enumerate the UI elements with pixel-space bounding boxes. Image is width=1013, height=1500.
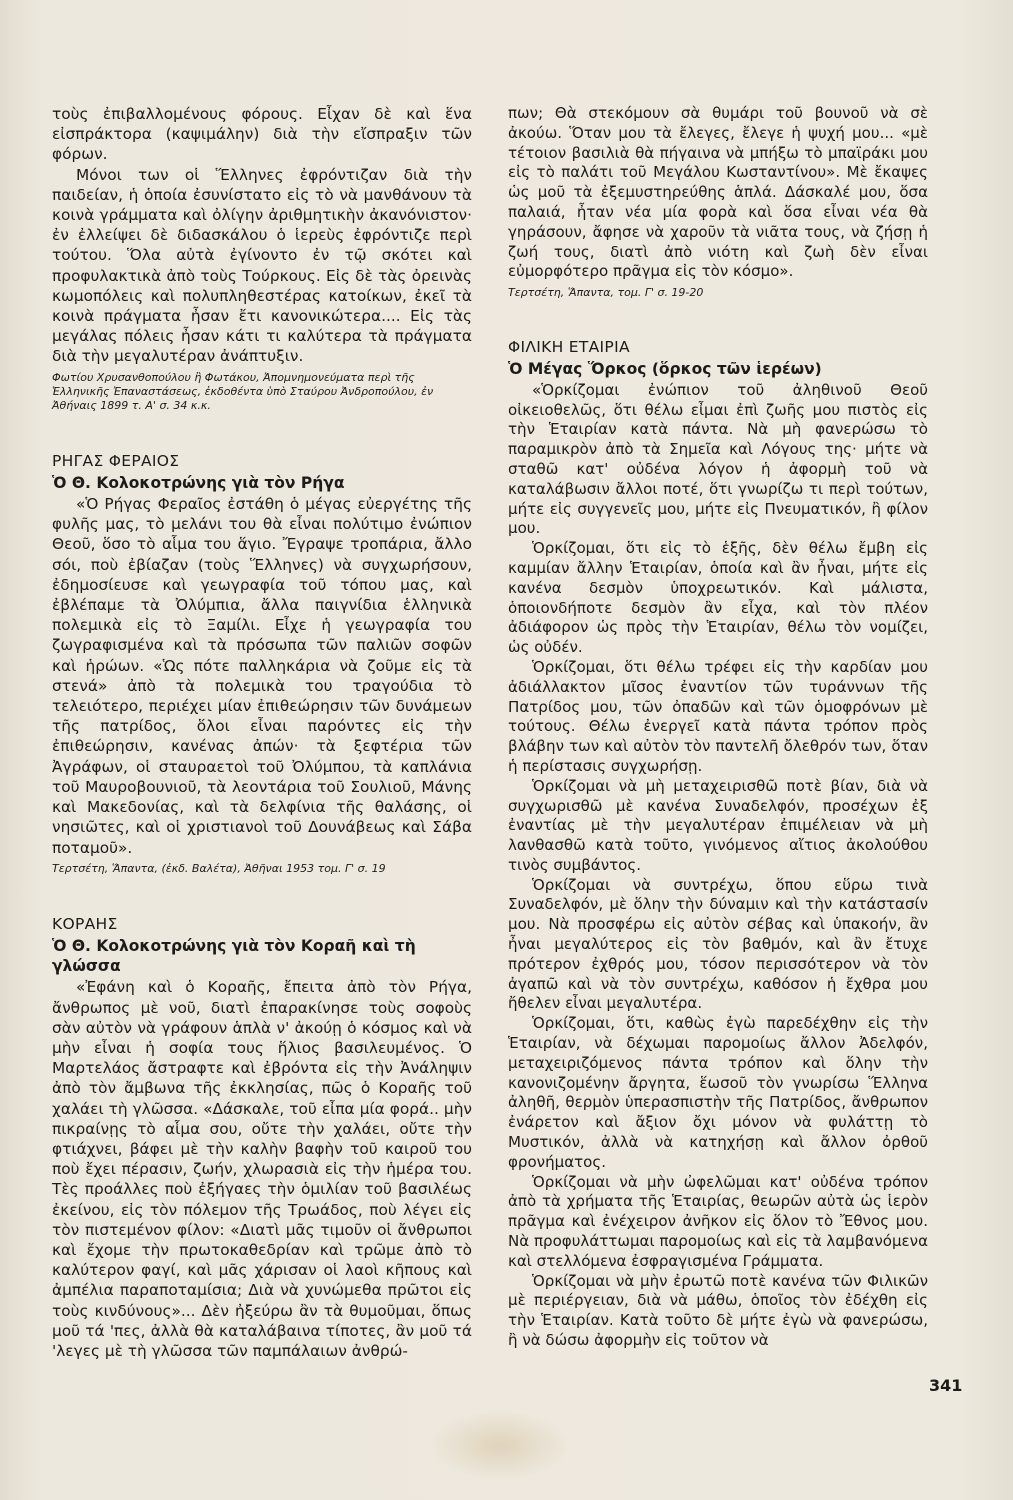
oath-paragraph-3: Ὁρκίζομαι, ὅτι θέλω τρέφει εἰς τὴν καρδίαν μου ἀδιάλλακτον μῖσος ἐναντίον τῶν τυράννων τῆς Πατρίδος μου, τῶν ὀπαδῶν καὶ τῶν ὁμοφρόνων μὲ τούτους. Θέλω ἐνεργεῖ κατὰ πάντα τρόπον πρὸς βλάβην των καὶ αὐτὸν τὸν παντελῆ ὄλεθρόν των, ὅταν ἡ περίστασις συγχωρήσῃ. — [508, 657, 928, 775]
rigas-paragraph: «Ὁ Ρήγας Φεραῖος ἐστάθη ὁ μέγας εὐεργέτης τῆς φυλῆς μας, τὸ μελάνι του θὰ εἶναι πολύτιμο ἐνώπιον Θεοῦ, ὅσο τὸ αἷμα του ἅγιο. Ἔγραψε τροπάρια, ἄλλο σόι, ποὺ ἐβίαζαν (τοὺς Ἕλληνες) νὰ συγχωρήσουν, ἐδημοσίευσε καὶ γεωγραφία τοῦ τόπου μας, καὶ ἐβλέπαμε τὰ Ὀλύμπια, ἄλλα παιγνίδια ἑλληνικὰ πολεμικὰ εἰς τὸ Ξαμίλι. Εἶχε ἡ γεωγραφία του ζωγραφισμένα καὶ τὰ πρόσωπα τῶν παλιῶν σοφῶν καὶ ἡρώων. «Ὡς πότε παλληκάρια νὰ ζοῦμε εἰς τὰ στενά» ἀπὸ τὰ πολεμικὰ του τραγούδια τὸ τελειότερο, περιέχει μίαν ἐπιθεώρησιν τῶν δυνάμεων τῆς πατρίδος, ὅλοι εἶναι παρόντες εἰς τὴν ἐπιθεώρησιν, κανένας ἀπών· τὰ ξεφτέρια τῶν Ἀγράφων, οἱ σταυραετοὶ τοῦ Ὀλύμπου, τὰ καπλάνια τοῦ Μαυροβουνιοῦ, τὰ λεοντάρια τοῦ Σουλιοῦ, Μάνης καὶ Μακεδονίας, καὶ τὰ δελφίνια τῆς θαλάσης, οἱ νησιῶτες, καὶ οἱ χριστιανοὶ τοῦ Δουνάβεως καὶ Σάβα ποταμοῦ». — [52, 495, 472, 857]
oath-paragraph-1: «Ὁρκίζομαι ἐνώπιον τοῦ ἀληθινοῦ Θεοῦ οἰκειοθελῶς, ὅτι θέλω εἶμαι ἐπὶ ζωῆς μου πιστὸς εἰς τὴν Ἑταιρίαν κατὰ πάντα. Νὰ μὴ φανερώσω τὸ παραμικρὸν ἀπὸ τὰ Σημεῖα καὶ Λόγους της· μήτε νὰ σταθῶ κατ' οὐδένα λόγον ἡ ἀφορμὴ τοῦ νὰ καταλάβωσιν ἄλλοι ποτέ, ὅτι γνωρίζω τι περὶ τούτων, μήτε εἰς συγγενεῖς μου, μήτε εἰς Πνευματικόν, ἢ φίλον μου. — [508, 380, 928, 538]
korais-paragraph: «Ἐφάνη καὶ ὁ Κοραῆς, ἔπειτα ἀπὸ τὸν Ρήγα, ἄνθρωπος μὲ νοῦ, διατὶ ἐπαρακίνησε τοὺς σοφοὺς σὰν αὐτὸν νὰ γράφουν ἁπλὰ ν' ἀκούῃ ὁ κόσμος καὶ νὰ μὴν εἶναι ἡ σοφία τους ἥλιος βασιλευμένος. Ὁ Μαρτελάος ἄστραφτε καὶ ἐβρόντα εἰς τὴν Ἀνάληψιν ἀπὸ τὸν ἄμβωνα τῆς ἐκκλησίας, πῶς ὁ Κοραῆς τοῦ χαλάει τὴ γλῶσσα. «Δάσκαλε, τοῦ εἶπα μία φορά.. μὴν πικραίνῃς τὸ αἷμα σου, οὔτε τὴν χαλάει, οὔτε τὴν φτιάχνει, βάφει μὲ τὴν καλὴν βαφὴν τοῦ καιροῦ του ποὺ ἔχει πέρασιν, ζωήν, χλωρασιὰ εἰς τὴν ἡμέρα του. Τὲς προάλλες ποὺ ἐξήγαες τὴν ὁμιλίαν τοῦ βασιλέως ἐκείνου, εἰς τὸν πόλεμον τῆς Τρωάδος, ποὺ λέγει εἰς τὸν πιστεμένον φίλον: «Διατὶ μᾶς τιμοῦν οἱ ἄνθρωποι καὶ ἔχομε τὴν πρωτοκαθεδρίαν καὶ τρῶμε ἀπὸ τὸ καλύτερον φαγί, καὶ μᾶς χάρισαν οἱ λαοὶ κῆπους καὶ ἀμπέλια παραποταμίσια; Διὰ νὰ χυνώμεθα πρῶτοι εἰς τοὺς κινδύνους»... Δὲν ἠξεύρω ἂν τὰ θυμοῦμαι, ὅπως μοῦ τά 'πες, ἀλλὰ θὰ καταλάβαινα τίποτες, ἂν μοῦ τά 'λεγες μὲ τὴ γλῶσσα τῶν παμπάλαιων ἀνθρώ- — [52, 978, 472, 1360]
continuation-source-note: Τερτσέτη, Ἅπαντα, τομ. Γ' σ. 19-20 — [508, 286, 704, 300]
left-column — [52, 104, 472, 1361]
rigas-source-note: Τερτσέτη, Ἅπαντα, (ἐκδ. Βαλέτα), Ἀθῆναι 1953 τομ. Γ' σ. 19 — [52, 861, 386, 875]
subtitle-oath: Ὁ Μέγας Ὅρκος (ὅρκος τῶν ἱερέων) — [508, 359, 822, 378]
right-column — [508, 104, 928, 1351]
intro-source-note: Φωτίου Χρυσανθοπούλου ἢ Φωτάκου, Ἀπομνημονεύματα περὶ τῆς Ἑλληνικῆς Ἐπαναστάσεως, ἐκδοθέντα ὑπὸ Σταύρου Ἀνδροπούλου, ἐν Ἀθήναις 1899 τ. Α' σ. 34 κ.κ. — [52, 370, 434, 412]
subtitle-rigas: Ὁ Θ. Κολοκοτρώνης γιὰ τὸν Ρήγα — [52, 473, 345, 492]
intro-paragraph-2: Μόνοι των οἱ Ἕλληνες ἐφρόντιζαν διὰ τὴν παιδείαν, ἡ ὁποία ἐσυνίστατο εἰς τὸ νὰ μανθάνουν τὰ κοινὰ γράμματα καὶ ὀλίγην ἀριθμητικὴν ἀκανόνιστον· ἐν ἐλλείψει δὲ διδασκάλου ὁ ἱερεὺς ἐφρόντιζε περὶ τούτου. Ὅλα αὐτὰ ἐγίνοντο ἐν τῷ σκότει καὶ προφυλακτικὰ ἀπὸ τοὺς Τούρκους. Εἰς δὲ τὰς ὀρεινὰς κωμοπόλεις καὶ πολυπληθεστέρας κατοίκων, ἐκεῖ τὰ κοινὰ πράγματα ἦσαν ἔτι κανονικώτερα.... Εἰς τὰς μεγάλας πόλεις ἦσαν κάτι τι καλύτερα τὰ πράγματα διὰ τὴν μεγαλυτέραν ἀνάπτυξιν. — [52, 165, 472, 366]
page-number: 341 — [929, 1376, 963, 1395]
oath-paragraph-6: Ὁρκίζομαι, ὅτι, καθὼς ἐγὼ παρεδέχθην εἰς τὴν Ἑταιρίαν, νὰ δέχωμαι παρομοίως ἄλλον Ἀδελφόν, μεταχειριζόμενος πάντα τρόπον καὶ ὅλην τὴν κανονιζομένην ἄργητα, ἕωσοῦ τὸν γνωρίσω Ἕλληνα ἀληθῆ, θερμὸν ὑπερασπιστὴν τῆς Πατρίδος, ἄνθρωπον ἐνάρετον καὶ ἄξιον ὄχι μόνον νὰ φυλάττῃ τὸ Μυστικόν, ἀλλὰ νὰ κατηχήσῃ καὶ ἄλλον ὀρθοῦ φρονήματος. — [508, 1014, 928, 1171]
paper-stain — [430, 1410, 570, 1480]
section-title-rigas: ΡΗΓΑΣ ΦΕΡΑΙΟΣ — [52, 451, 180, 470]
continuation-paragraph: πων; Θὰ στεκόμουν σὰ θυμάρι τοῦ βουνοῦ νὰ σὲ ἀκούω. Ὅταν μου τὰ ἔλεγες, ἔλεγε ἡ ψυχή μου... «μὲ τέτοιον βασιλιὰ θὰ πήγαινα νὰ μπήξω τὸ μπαϊράκι μου εἰς τὸ παλάτι τοῦ Μεγάλου Κωσταντίνου». Μὲ ἔκαψες ὡς μοῦ τὰ ἐξεμυστηρεύθης ἁπλά. Δάσκαλέ μου, ὅσα παλαιά, ἦταν νέα μία φορὰ καὶ ὅσα εἶναι νέα θὰ γηράσουν, ἄφησε νὰ χαροῦν τὰ νιᾶτα τους, νὰ ζήσῃ ἡ ζωή τους, διατὶ ἀπὸ νιότη καὶ ζωὴ δὲν εἶναι εὐμορφότερο πρᾶγμα εἰς τὸν κόσμο». — [508, 104, 928, 281]
subtitle-korais: Ὁ Θ. Κολοκοτρώνης γιὰ τὸν Κοραῆ καὶ τὴ γλώσσα — [52, 936, 416, 976]
intro-paragraph-1: τοὺς ἐπιβαλλομένους φόρους. Εἶχαν δὲ καὶ ἕνα εἰσπράκτορα (καψιμάλην) διὰ τὴν εἴσπραξιν τῶν φόρων. — [52, 105, 472, 164]
oath-paragraph-7: Ὁρκίζομαι νὰ μὴν ὠφελῶμαι κατ' οὐδένα τρόπον ἀπὸ τὰ χρήματα τῆς Ἑταιρίας, θεωρῶν αὐτὰ ὡς ἱερὸν πρᾶγμα καὶ ἐνέχειρον ἀνῆκον εἰς ὅλον τὸ Ἔθνος μου. Νὰ προφυλάττωμαι παρομοίως καὶ εἰς τὰ λαμβανόμενα καὶ στελλόμενα ἐσφραγισμένα Γράμματα. — [508, 1172, 928, 1270]
oath-paragraph-4: Ὁρκίζομαι νὰ μὴ μεταχειρισθῶ ποτὲ βίαν, διὰ νὰ συγχωρισθῶ μὲ κανένα Συναδελφόν, προσέχων ἐξ ἐναντίας μὲ τὴν μεγαλυτέραν ἐπιμέλειαν νὰ μὴ λανθασθῶ κατὰ τοῦτο, γινόμενος αἴτιος ἀκολούθου τινὸς συμβάντος. — [508, 776, 928, 874]
oath-paragraph-8: Ὁρκίζομαι νὰ μὴν ἐρωτῶ ποτὲ κανένα τῶν Φιλικῶν μὲ περιέργειαν, διὰ νὰ μάθω, ὁποῖος τὸν ἐδέχθη εἰς τὴν Ἑταιρίαν. Κατὰ τοῦτο δὲ μήτε ἐγὼ νὰ φανερώσω, ἢ νὰ δώσω ἀφορμὴν εἰς τοῦτον νὰ — [508, 1271, 928, 1350]
oath-paragraph-5: Ὁρκίζομαι νὰ συντρέχω, ὅπου εὕρω τινὰ Συναδελφόν, μὲ ὅλην τὴν δύναμιν καὶ τὴν κατάστασίν μου. Νὰ προσφέρω εἰς αὐτὸν σέβας καὶ ὑπακοήν, ἂν ἦναι μεγαλύτερος εἰς τὸν βαθμόν, καὶ ἂν ἔτυχε πρότερον ἐχθρός μου, τόσον περισσότερον νὰ τὸν ἀγαπῶ καὶ νὰ τὸν συντρέχω, καθόσον ἡ ἔχθρα μου ἤθελεν εἶναι μεγαλυτέρα. — [508, 875, 928, 1013]
section-title-filiki: ΦΙΛΙΚΗ ΕΤΑΙΡΙΑ — [508, 338, 630, 357]
oath-paragraph-2: Ὁρκίζομαι, ὅτι εἰς τὸ ἑξῆς, δὲν θέλω ἔμβη εἰς καμμίαν ἄλλην Ἑταιρίαν, ὁποία καὶ ἂν ἦναι, μήτε εἰς κανένα δεσμὸν ὑποχρεωτικόν. Καὶ μάλιστα, ὁποιονδήποτε δεσμὸν ἂν εἶχα, καὶ τὸν πλέον ἀδιάφορον ὡς πρὸς τὴν Ἑταιρίαν, θέλω τὸν νομίζει, ὡς οὐδέν. — [508, 539, 928, 657]
section-title-korais: ΚΟΡΑΗΣ — [52, 914, 118, 933]
